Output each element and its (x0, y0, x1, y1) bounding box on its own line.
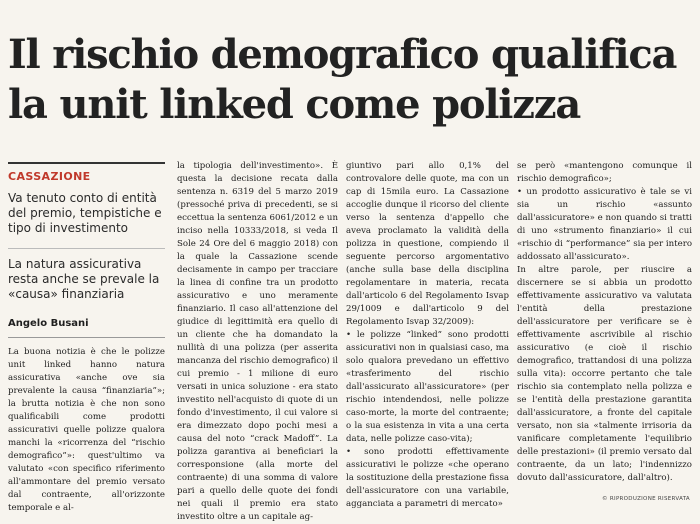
article-text-col4: se però «mantengono comunque il rischio demografico»; • un prodotto assicurativo è tale se vi sia un rischio «assunto dall'assicuratore» e non quando si tratti di uno «strumento finanziario» il cui «rischio di “performance” sia per intero addossato all'assicurato». In altre parole, per riuscire a discernere se si abbia un prodotto effettivamente assicurativo va valutata l'entità della prestazione dell'assicuratore per verificare se è effettivamente ascrivibile al rischio assicurativo (e cioè il rischio demografico, trattandosi di una polizza sulla vita): occorre pertanto che tale rischio sia contemplato nella polizza e se l'entità della prestazione garantita dall'assicuratore, a fronte del capitale versato, non sia «talmente irrisoria da vanificare completamente l'equilibrio delle prestazioni» (il premio versato dal contraente, da un lato; l'indennizzo dovuto dall'assicuratore, dall'altro). (517, 161, 692, 483)
headline (8, 30, 698, 130)
section-rubric: CASSAZIONE (8, 162, 165, 183)
article-text-col3: giuntivo pari allo 0,1% del controvalore delle quote, ma con un cap di 15mila euro. La Cassazione accoglie dunque il ricorso del cliente verso la sentenza d'appello che aveva proclamato la validità della polizza in questione, compiendo il seguente percorso argomentativo (anche sulla base della disciplina regolamentare in materia, recata dall'articolo 6 del Regolamento Isvap 29/1009 e dall'articolo 9 del Regolamento Isvap 32/2009): • le polizze “linked” sono prodotti assicurativi non in qualsiasi caso, ma solo qualora prevedano un effettivo «trasferimento del rischio dall'assicurato all'assicuratore» (per rischio intendendosi, nelle polizze caso-morte, la morte del contraente; o la sua esistenza in vita a una certa data, nelle polizze caso-vita); • sono prodotti effettivamente assicurativi le polizze «che operano la sostituzione della prestazione fissa dell'assicuratore con una variabile, agganciata a parametri di mercato» (346, 161, 509, 509)
article-column-3 (346, 160, 509, 511)
article-column-4 (517, 160, 692, 485)
headline-line-1: Il rischio demografico qualifica (8, 31, 677, 78)
headline-line-2: la unit linked come polizza (8, 81, 581, 128)
summary-first: Va tenuto conto di entità del premio, tempistiche e tipo di investimento (8, 191, 162, 235)
article-column-2 (177, 160, 338, 524)
article-text-col2: la tipologia dell'investimento». È questa la decisione recata dalla sentenza n. 6319 del 5 marzo 2019 (pressoché priva di precedenti, se si eccettua la sentenza 6061/2012 e un inciso nella 10333/2018, si veda Il Sole 24 Ore del 6 maggio 2018) con la quale la Cassazione scende decisamente in campo per tracciare la linea di confine tra un prodotto assicurativo e uno meramente finanziario. Il caso all'attenzione del giudice di legittimità era quello di un cliente che ha domandato la nullità di una polizza (per asserita mancanza del rischio demografico) il cui premio - 1 milione di euro versati in unica soluzione - era stato investito nell'acquisto di quote di un fondo d'investimento, il cui valore si era dimezzato dopo pochi mesi a causa del noto “crack Madoff”. La polizza garantiva ai beneficiari la corresponsione (alla morte del contraente) di una somma di valore pari a quello delle quote dei fondi nei quali il premio era stato investito oltre a un capitale ag- (177, 161, 338, 522)
sidebar-column (8, 162, 165, 515)
author-byline: Angelo Busani (8, 318, 165, 338)
article-text-col1: La buona notizia è che le polizze unit linked hanno natura assicurativa «anche ove sia prevalente la causa “finanziaria”»; la brutta notizia è che non sono qualificabili come prodotti assicurativi quelle polizze qualora manchi la «ricorrenza del “rischio demografico”»: quest'ultimo va valutato «con specifico riferimento all'ammontare del premio versato dal contraente, all'orizzonte temporale e al- (8, 347, 165, 513)
summary-second: La natura assicurativa resta anche se prevale la «causa» finanziaria (8, 248, 165, 302)
copyright-notice: © RIPRODUZIONE RISERVATA (602, 496, 690, 502)
